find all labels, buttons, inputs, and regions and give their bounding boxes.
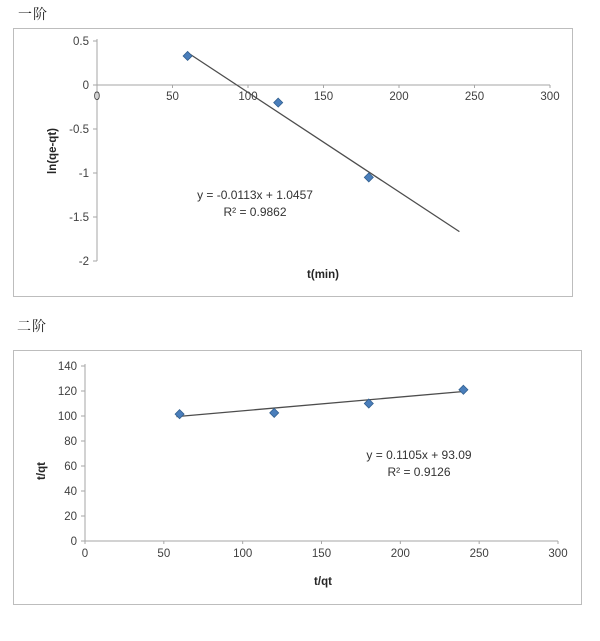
y-tick-label: 100 [57, 411, 77, 423]
y-tick-label: 20 [64, 511, 77, 523]
y-tick-label: 40 [64, 486, 77, 498]
y-axis-title: t/qt [36, 462, 48, 480]
x-tick-label: 250 [469, 548, 489, 560]
x-axis-title: t/qt [314, 576, 332, 588]
x-tick-label: 100 [233, 548, 253, 560]
data-point-marker [175, 410, 184, 419]
x-tick-label: 150 [311, 548, 332, 560]
x-tick-label: 150 [313, 91, 334, 103]
chart2-box [13, 350, 582, 605]
y-tick-label: -2 [78, 256, 89, 268]
x-tick-label: 300 [540, 91, 560, 103]
y-tick-label: 80 [64, 436, 77, 448]
x-tick-label: 200 [390, 548, 410, 560]
x-tick-label: 0 [93, 91, 101, 103]
trendline-equation: y = 0.1105x + 93.09 [366, 448, 472, 462]
y-tick-label: -0.5 [69, 124, 89, 136]
x-axis-title: t(min) [307, 269, 339, 281]
data-point-marker [270, 408, 279, 417]
x-tick-label: 0 [81, 548, 89, 560]
x-tick-label: 250 [464, 91, 485, 103]
y-tick-label: 0.5 [73, 36, 89, 48]
data-point-marker [459, 385, 468, 394]
chart1-section-title: 一阶 [18, 6, 48, 22]
y-tick-label: 0 [70, 536, 77, 548]
y-tick-label: 0 [82, 80, 89, 92]
trendline-equation: y = -0.0113x + 1.0457 [197, 188, 313, 202]
y-tick-label: 120 [57, 386, 77, 398]
y-tick-label: 140 [57, 361, 77, 373]
x-tick-label: 300 [548, 548, 568, 560]
y-tick-label: 60 [64, 461, 77, 473]
data-point-marker [274, 98, 283, 107]
y-tick-label: -1.5 [69, 212, 89, 224]
x-tick-label: 200 [389, 91, 409, 103]
x-tick-label: 50 [166, 91, 179, 103]
r-squared-value: R² = 0.9862 [223, 205, 287, 219]
x-tick-label: 50 [157, 548, 171, 560]
trendline [176, 391, 465, 416]
y-axis-title: ln(qe-qt) [47, 128, 59, 174]
chart1-plot [14, 29, 572, 296]
chart2-plot [14, 351, 581, 604]
x-tick-label: 100 [238, 91, 258, 103]
r-squared-value: R² = 0.9126 [387, 465, 451, 479]
chart2-section-title: 二阶 [17, 318, 47, 334]
data-point-marker [183, 51, 192, 60]
y-tick-label: -1 [78, 168, 89, 180]
chart1-box [13, 28, 573, 297]
